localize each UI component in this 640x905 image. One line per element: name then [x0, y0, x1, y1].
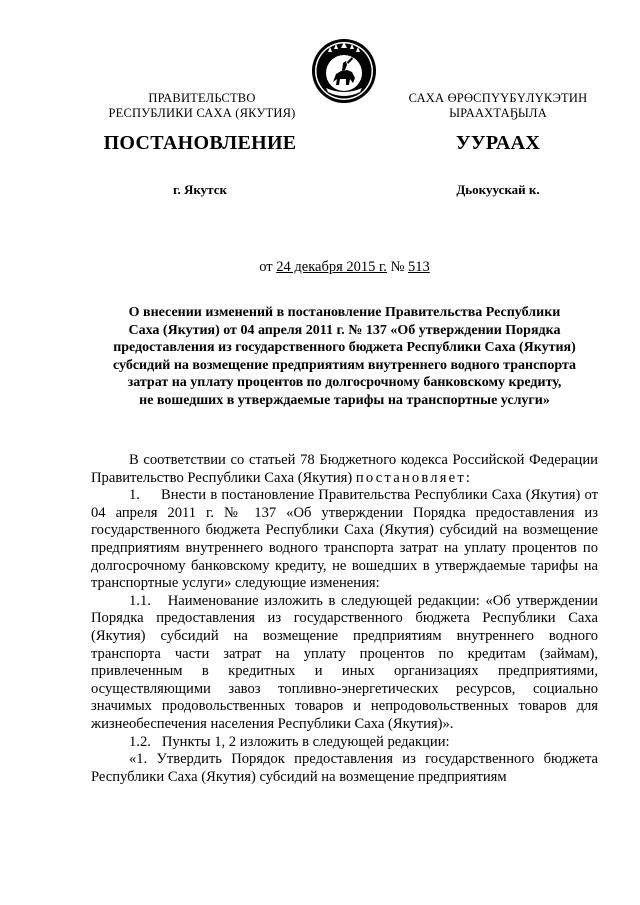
title-line: не вошедших в утверждаемые тарифы на транспортные услуги» [139, 392, 550, 408]
title-line: субсидий на возмещение предприятиям внутреннего водного транспорта [112, 357, 577, 373]
doc-type-right: УУРААХ [455, 132, 541, 154]
date-line [91, 259, 598, 276]
doc-type-left: ПОСТАНОВЛЕНИЕ [103, 132, 297, 154]
title-line: затрат на уплату процентов по долгосрочному банковскому кредиту, [127, 375, 562, 390]
paragraph-item-1-1 [91, 593, 598, 734]
header-left [102, 91, 302, 121]
paragraph-item-1 [91, 487, 598, 593]
title-line: предоставления из государственного бюджета Республики Саха (Якутия) [113, 340, 576, 355]
coat-of-arms-icon [311, 38, 377, 104]
header-right-line2: ЫРААХТАҔЫЛА [449, 106, 547, 120]
paragraph-quote [91, 751, 598, 786]
coat-of-arms [311, 38, 377, 104]
city-left: г. Якутск [173, 182, 227, 197]
header-left-line2: РЕСПУБЛИКИ САХА (ЯКУТИЯ) [108, 106, 296, 120]
item-number: 1.2. [129, 733, 151, 750]
item-text: Пункты 1, 2 изложить в следующей редакции: [161, 733, 450, 750]
date-prefix: от [259, 259, 273, 275]
document-date: 24 декабря 2015 г. [276, 259, 387, 275]
item-text: Внести в постановление Правительства Республики Саха (Якутия) от 04 апреля 2011 г. № 137 «Об утверждении Порядка предоставления из государственного бюджета Республики Саха (Якутия) субсидий на возмещение предприятиям внутреннего водного транспорта затрат на уплату процентов по долгосрочному банковскому кредиту, не вошедших в утверждаемые тарифы на транспортные услуги» следующие изменения: [91, 487, 599, 592]
document-body [91, 452, 598, 786]
item-number: 1. [129, 487, 140, 504]
item-number: 1.1. [129, 592, 151, 609]
header-right-line1: САХА ӨРӨСПҮҮБҮЛҮКЭТИН [408, 91, 588, 105]
header-right [398, 91, 598, 121]
document-title [91, 304, 598, 409]
city-right: Дьокуускай к. [456, 182, 540, 197]
title-line: О внесении изменений в постановление Правительства Республики [128, 305, 561, 320]
preamble-text: В соответствии со статьей 78 Бюджетного кодекса Российской Федерации Правительство Республики Саха (Якутия) [91, 452, 598, 486]
title-line: Саха (Якутия) от 04 апреля 2011 г. № 137 «Об утверждении Порядка [128, 322, 561, 338]
paragraph-item-1-2 [91, 734, 598, 752]
paragraph-preamble [91, 452, 598, 487]
document-number: 513 [408, 259, 430, 275]
number-prefix: № [390, 259, 405, 275]
item-text: Наименование изложить в следующей редакции: «Об утверждении Порядка предоставления из государственного бюджета Республики Саха (Якутия) субсидий на возмещение предприятиям внутреннего водного транспорта части затрат на уплату процентов по кредитам (займам), привлеченным в кредитных и иных организациях предприятиями, осуществляющими завоз топливно-энергетических ресурсов, социально значимых продовольственных товаров и непродовольственных товаров для жизнеобеспечения населения Республики Саха (Якутия)». [91, 592, 598, 732]
header-left-line1: ПРАВИТЕЛЬСТВО [148, 91, 256, 105]
quote-text: «1. Утвердить Порядок предоставления из государственного бюджета Республики Саха (Якутия) субсидий на возмещение предприятиям [91, 751, 598, 785]
preamble-spaced: постановляет: [355, 469, 473, 486]
